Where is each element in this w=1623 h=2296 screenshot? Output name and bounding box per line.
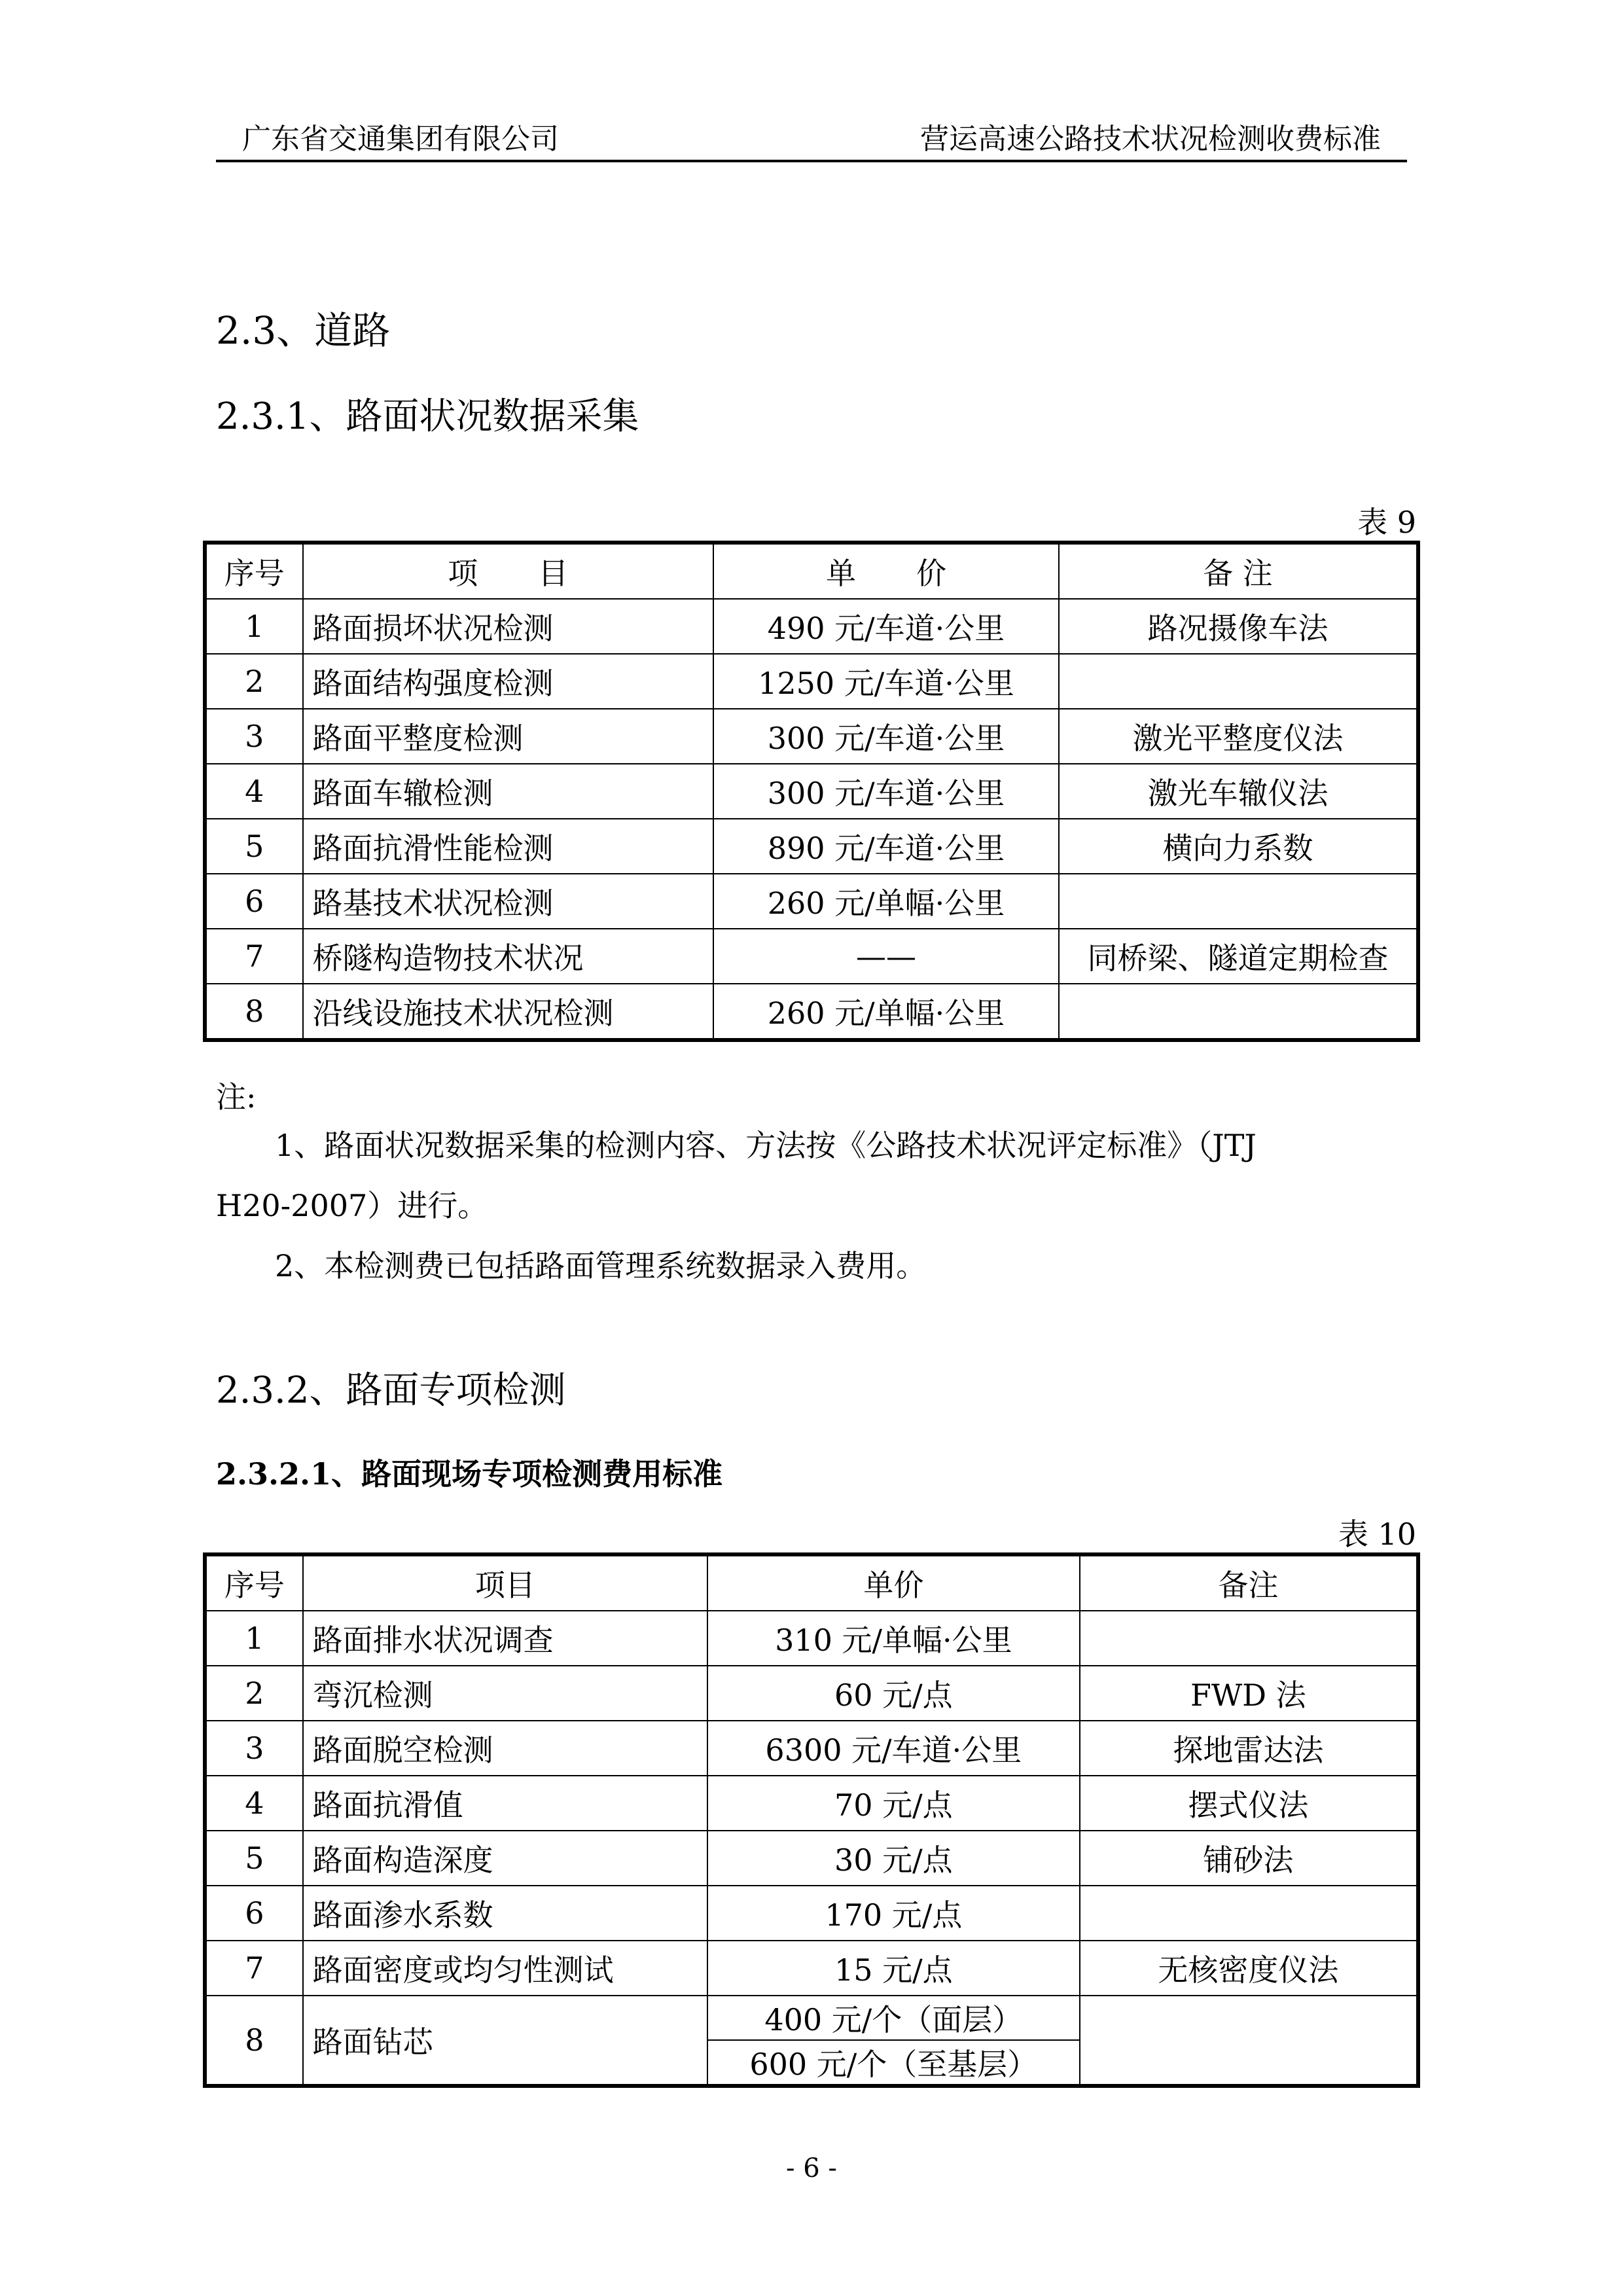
header-cell: 项目	[303, 1554, 707, 1611]
remark-cell	[1080, 1886, 1418, 1941]
table-row	[205, 599, 1418, 654]
table-row	[205, 1831, 1418, 1886]
price-cell: 15 元/点	[707, 1941, 1080, 1996]
table-row	[205, 819, 1418, 874]
table-row	[205, 764, 1418, 819]
row-number: 2	[205, 654, 303, 709]
item-cell: 路面抗滑值	[303, 1776, 707, 1831]
item-cell: 路面车辙检测	[303, 764, 713, 819]
section-heading-2-3-2: 2.3.2、路面专项检测	[216, 1369, 566, 1412]
remark-cell	[1059, 654, 1418, 709]
row-number: 4	[205, 764, 303, 819]
remark-cell: FWD 法	[1080, 1666, 1418, 1721]
price-cell: 30 元/点	[707, 1831, 1080, 1886]
table-row	[205, 1941, 1418, 1996]
row-number: 5	[205, 1831, 303, 1886]
item-cell: 路面构造深度	[303, 1831, 707, 1886]
item-cell: 路面抗滑性能检测	[303, 819, 713, 874]
remark-cell: 激光车辙仪法	[1059, 764, 1418, 819]
item-cell: 桥隧构造物技术状况	[303, 929, 713, 984]
remark-cell: 探地雷达法	[1080, 1721, 1418, 1776]
remark-cell: 激光平整度仪法	[1059, 709, 1418, 764]
header-cell: 单 价	[713, 543, 1059, 599]
table-row	[205, 929, 1418, 984]
remark-cell: 无核密度仪法	[1080, 1941, 1418, 1996]
row-number: 3	[205, 709, 303, 764]
header-cell: 序号	[205, 543, 303, 599]
price-cell: 260 元/单幅·公里	[713, 874, 1059, 929]
table-header-row	[205, 1554, 1418, 1611]
table-10-caption: 表 10	[1338, 1516, 1416, 1552]
header-cell: 单价	[707, 1554, 1080, 1611]
remark-cell: 路况摄像车法	[1059, 599, 1418, 654]
row-number: 4	[205, 1776, 303, 1831]
table-row	[205, 1611, 1418, 1666]
table-9-caption: 表 9	[1357, 505, 1416, 540]
table-9	[203, 541, 1420, 1042]
row-number: 8	[205, 984, 303, 1040]
row-number: 5	[205, 819, 303, 874]
price-cell: 60 元/点	[707, 1666, 1080, 1721]
price-cell: 490 元/车道·公里	[713, 599, 1059, 654]
header-company: 广东省交通集团有限公司	[242, 122, 559, 156]
item-cell: 路面渗水系数	[303, 1886, 707, 1941]
table-10	[203, 1552, 1420, 2088]
header-cell: 备 注	[1059, 543, 1418, 599]
price-cell: 170 元/点	[707, 1886, 1080, 1941]
page-header	[216, 110, 1407, 162]
item-cell: 路基技术状况检测	[303, 874, 713, 929]
remark-cell	[1059, 874, 1418, 929]
table-row	[205, 874, 1418, 929]
table-row	[205, 1666, 1418, 1721]
remark-cell: 同桥梁、隧道定期检查	[1059, 929, 1418, 984]
price-cell: 310 元/单幅·公里	[707, 1611, 1080, 1666]
price-cell: 6300 元/车道·公里	[707, 1721, 1080, 1776]
remark-cell: 铺砂法	[1080, 1831, 1418, 1886]
header-cell: 项 目	[303, 543, 713, 599]
item-cell: 路面钻芯	[303, 1996, 707, 2086]
note-1-line-1: 1、路面状况数据采集的检测内容、方法按《公路技术状况评定标准》（JTJ	[275, 1128, 1257, 1163]
price-cell: 1250 元/车道·公里	[713, 654, 1059, 709]
item-cell: 沿线设施技术状况检测	[303, 984, 713, 1040]
header-document-title: 营运高速公路技术状况检测收费标准	[920, 122, 1381, 156]
section-heading-2-3: 2.3、道路	[216, 308, 391, 353]
table-row	[205, 709, 1418, 764]
table-row	[205, 1996, 1418, 2040]
section-heading-2-3-2-1: 2.3.2.1、路面现场专项检测费用标准	[216, 1456, 723, 1492]
item-cell: 路面平整度检测	[303, 709, 713, 764]
table-header-row	[205, 543, 1418, 599]
row-number: 1	[205, 1611, 303, 1666]
row-number: 7	[205, 929, 303, 984]
price-cell: 300 元/车道·公里	[713, 764, 1059, 819]
item-cell: 路面密度或均匀性测试	[303, 1941, 707, 1996]
price-cell: 70 元/点	[707, 1776, 1080, 1831]
price-cell: 260 元/单幅·公里	[713, 984, 1059, 1040]
row-number: 6	[205, 1886, 303, 1941]
price-cell-surface: 400 元/个（面层）	[707, 1996, 1080, 2040]
note-2: 2、本检测费已包括路面管理系统数据录入费用。	[275, 1248, 927, 1283]
row-number: 2	[205, 1666, 303, 1721]
price-cell: 300 元/车道·公里	[713, 709, 1059, 764]
price-cell: 890 元/车道·公里	[713, 819, 1059, 874]
table-row	[205, 1886, 1418, 1941]
remark-cell: 摆式仪法	[1080, 1776, 1418, 1831]
header-cell: 备注	[1080, 1554, 1418, 1611]
price-cell: ——	[713, 929, 1059, 984]
note-1-line-2: H20-2007）进行。	[216, 1188, 488, 1223]
row-number: 6	[205, 874, 303, 929]
item-cell: 弯沉检测	[303, 1666, 707, 1721]
item-cell: 路面结构强度检测	[303, 654, 713, 709]
header-cell: 序号	[205, 1554, 303, 1611]
remark-cell	[1080, 1996, 1418, 2086]
section-heading-2-3-1: 2.3.1、路面状况数据采集	[216, 395, 639, 438]
page-number: - 6 -	[786, 2153, 837, 2183]
row-number: 7	[205, 1941, 303, 1996]
row-number: 3	[205, 1721, 303, 1776]
row-number: 1	[205, 599, 303, 654]
remark-cell: 横向力系数	[1059, 819, 1418, 874]
item-cell: 路面损坏状况检测	[303, 599, 713, 654]
notes-label: 注:	[216, 1079, 257, 1115]
table-row	[205, 1721, 1418, 1776]
table-row	[205, 984, 1418, 1040]
remark-cell	[1059, 984, 1418, 1040]
price-cell-base: 600 元/个（至基层）	[707, 2040, 1080, 2086]
item-cell: 路面脱空检测	[303, 1721, 707, 1776]
row-number: 8	[205, 1996, 303, 2086]
remark-cell	[1080, 1611, 1418, 1666]
item-cell: 路面排水状况调查	[303, 1611, 707, 1666]
table-row	[205, 1776, 1418, 1831]
table-row	[205, 654, 1418, 709]
